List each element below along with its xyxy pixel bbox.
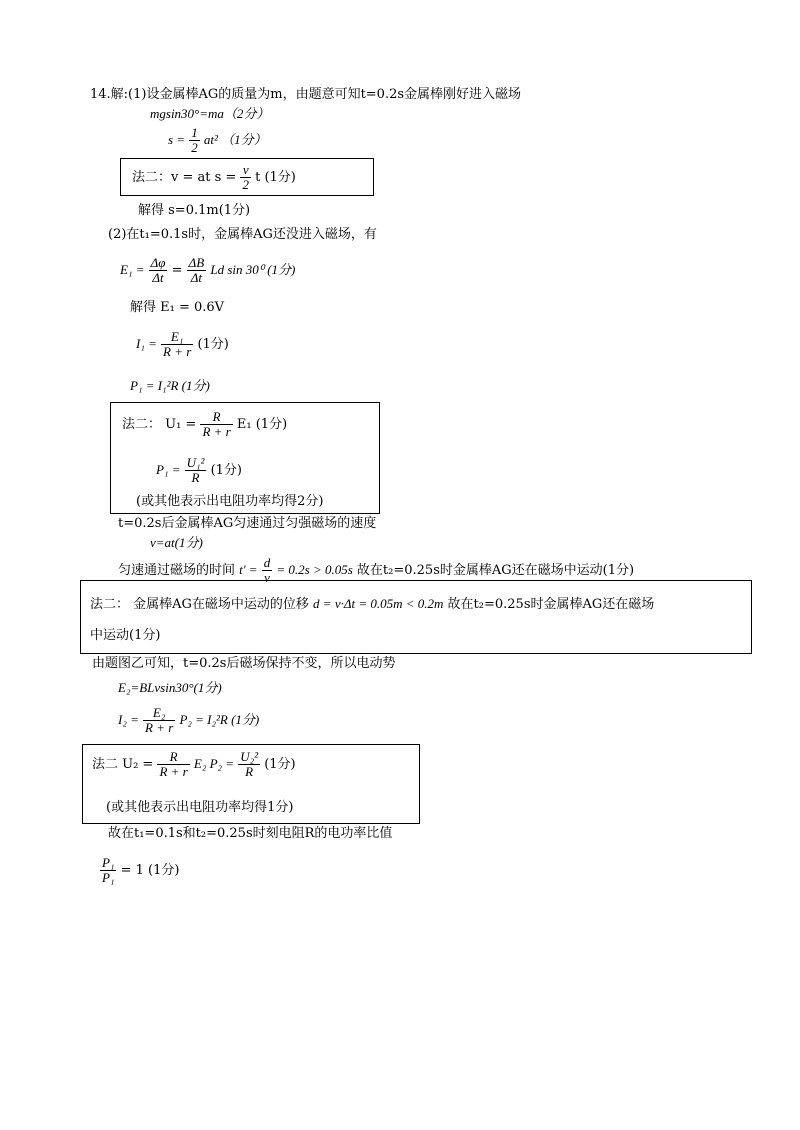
velocity-statement: t=0.2s后金属棒AG匀速通过匀强磁场的速度 — [118, 516, 377, 531]
ratio-statement: 故在t₁=0.1s和t₂=0.25s时刻电阻R的电功率比值 — [108, 826, 393, 841]
equation-displacement: s = $\frac{1}{2}$ at² （1分） — [168, 125, 267, 155]
result-s: 解得 s=0.1m(1分) — [138, 203, 251, 218]
equation-current2-power2: I₂ = $\frac{\text{E₂}}{R + r}$ P₂ = I₂²R (1分) — [118, 705, 260, 735]
alt-method-1: 法二：v = at s = $\frac{v}{2}$ t (1分) — [132, 162, 296, 192]
equation-power-ratio: $\frac{\text{P₁}}{\text{P₁}}$ = 1 (1分) — [102, 855, 180, 885]
equation-emf1: E₁ = $\frac{\Delta\varphi}{\Delta t}$ = $\frac{\Delta B}{\Delta t}$ Ld sin 30⁰ (1分) — [120, 255, 296, 285]
equation-velocity: v=at(1分) — [150, 535, 203, 550]
alt-method-box-3 — [80, 580, 752, 654]
part2-heading: (2)在t₁=0.1s时，金属棒AG还没进入磁场，有 — [108, 227, 377, 242]
alt-method-2-power: P₁ = $\frac{\text{U₁²}}{R}$ (1分) — [156, 455, 242, 485]
solution-heading: 14.解:(1)设金属棒AG的质量为m，由题意可知t=0.2s金属棒刚好进入磁场 — [90, 87, 522, 102]
alt-method-4-note: (或其他表示出电阻功率均得1分) — [106, 800, 294, 815]
alt-method-2-note: (或其他表示出电阻功率均得2分) — [136, 494, 324, 509]
alt-method-4-line1: 法二 U₂ = $\frac{R}{R + r}$ E₂ P₂ = $\frac{\text{U₂²}}{R}$ (1分) — [92, 749, 296, 779]
alt-method-3-line1: 法二： 金属棒AG在磁场中运动的位移 d = v·Δt = 0.05m < 0.2m 故在t₂=0.25s时金属棒AG还在磁场 — [90, 596, 655, 612]
equation-emf2: E₂=BLvsin30°(1分) — [118, 680, 222, 695]
alt-method-2-voltage: 法二： U₁ = $\frac{R}{R + r}$ E₁ (1分) — [122, 409, 288, 439]
equation-power1: P₁ = I₁²R (1分) — [130, 378, 210, 393]
equation-time-in-field: 匀速通过磁场的时间 t' = $\frac{d}{v}$ = 0.2s > 0.05s 故在t₂=0.25s时金属棒AG还在磁场中运动(1分) — [118, 555, 635, 585]
equation-force: mgsin30°=ma（2分） — [150, 106, 270, 121]
emf2-statement: 由题图乙可知，t=0.2s后磁场保持不变，所以电动势 — [92, 656, 396, 671]
alt-method-3-line2: 中运动(1分) — [90, 628, 161, 643]
equation-current1: I₁ = $\frac{\text{E₁}}{R + r}$ (1分) — [136, 329, 229, 359]
result-e1: 解得 E₁ = 0.6V — [130, 300, 225, 315]
